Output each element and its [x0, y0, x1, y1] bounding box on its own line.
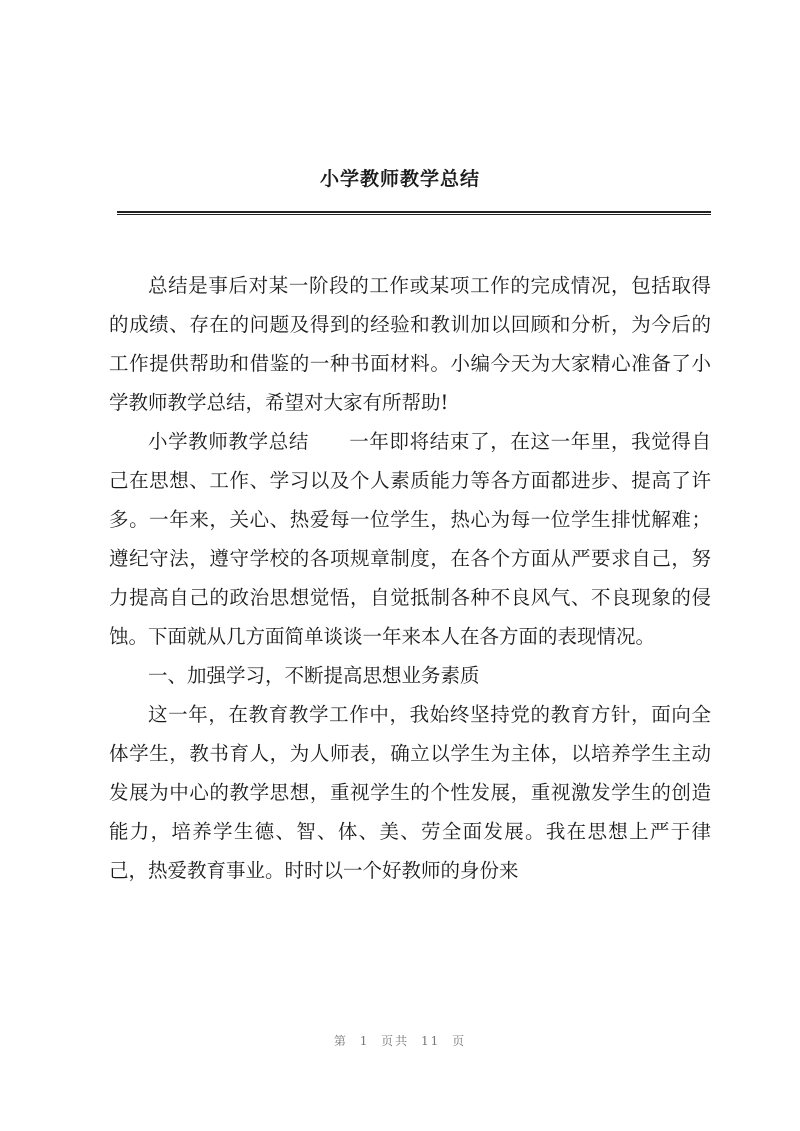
document-title: 小学教师教学总结: [319, 168, 480, 190]
page-number-footer: 第 1 页共 11 页: [333, 1034, 467, 1048]
section-heading: 一、加强学习，不断提高思想业务素质: [148, 664, 480, 687]
document-body: [109, 266, 711, 890]
paragraph: 总结是事后对某一阶段的工作或某项工作的完成情况，包括取得的成绩、存在的问题及得到的经验和教训加以回顾和分析，为今后的工作提供帮助和借鉴的一种书面材料。小编今天为大家精心准备了小学教师教学总结，希望对大家有所帮助!: [109, 274, 711, 414]
paragraph: 这一年，在教育教学工作中，我始终坚持党的教育方针，面向全体学生，教书育人，为人师表，确立以学生为主体，以培养学生主动发展为中心的教学思想，重视学生的个性发展，重视激发学生的创造能力，培养学生德、智、体、美、劳全面发展。我在思想上严于律己，热爱教育事业。时时以一个好教师的身份来: [109, 703, 711, 882]
title-divider: [117, 211, 711, 215]
paragraph: 小学教师教学总结 一年即将结束了，在这一年里，我觉得自己在思想、工作、学习以及个人素质能力等各方面都进步、提高了许多。一年来，关心、热爱每一位学生，热心为每一位学生排忧解难；遵纪守法，遵守学校的各项规章制度，在各个方面从严要求自己，努力提高自己的政治思想觉悟，自觉抵制各种不良风气、不良现象的侵蚀。下面就从几方面简单谈谈一年来本人在各方面的表现情况。: [109, 430, 711, 648]
